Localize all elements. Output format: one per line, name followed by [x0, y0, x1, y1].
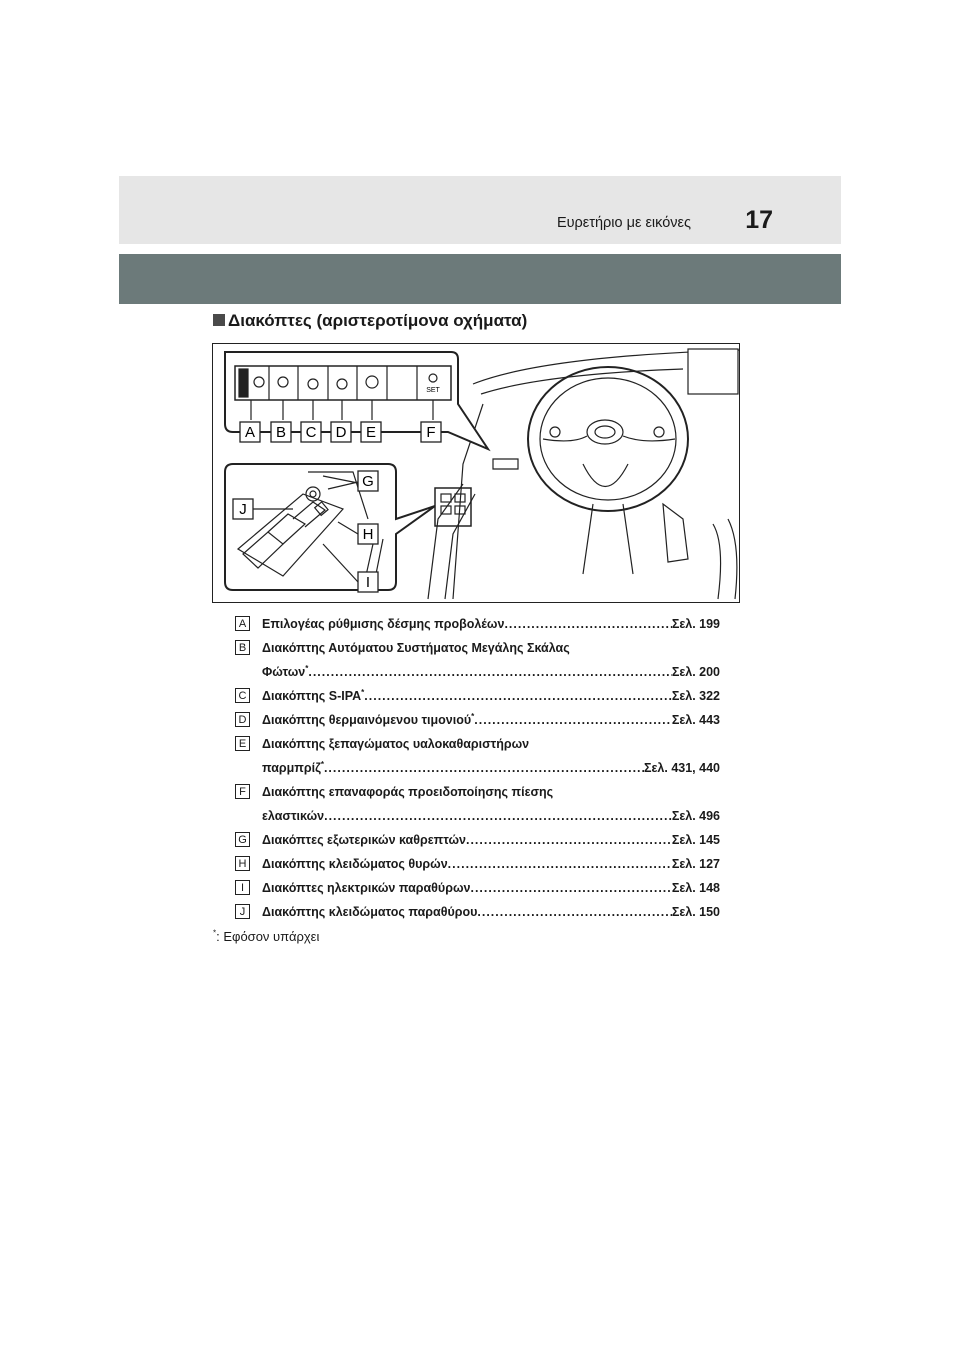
legend-line: [262, 636, 720, 660]
svg-text:D: D: [335, 424, 347, 441]
leader-dots: [308, 660, 671, 684]
legend-line: [262, 828, 720, 852]
callout-e: [361, 422, 381, 442]
legend-line: [262, 780, 720, 804]
legend-text: Φώτων: [262, 665, 306, 679]
legend-letter-badge: G: [235, 832, 250, 847]
svg-text:B: B: [275, 424, 287, 441]
legend-line: [262, 732, 720, 756]
callout-g: [358, 471, 378, 491]
legend-line: [262, 708, 720, 732]
legend-letter-badge: E: [235, 736, 250, 751]
callout-c: [301, 422, 321, 442]
section-title: [213, 311, 527, 331]
svg-text:F: F: [426, 424, 436, 441]
footnote-text: : Εφόσον υπάρχει: [216, 929, 320, 944]
page-reference-link[interactable]: Σελ. 200: [671, 665, 720, 679]
legend-text: Διακόπτες εξωτερικών καθρεπτών: [262, 833, 466, 847]
legend-text: Διακόπτης S-IPA: [262, 689, 362, 703]
legend-text: παρμπρίζ: [262, 761, 321, 775]
page-reference-link[interactable]: Σελ. 496: [671, 809, 720, 823]
asterisk-note: *: [471, 711, 475, 721]
leader-dots: [474, 708, 672, 732]
section-band: [119, 254, 841, 304]
legend-text: Διακόπτης ξεπαγώματος υαλοκαθαριστήρων: [262, 737, 530, 751]
footnote-star: *: [213, 928, 217, 938]
legend-line: [262, 684, 720, 708]
switches-illustration: [212, 343, 740, 603]
page-reference-link[interactable]: Σελ. 322: [671, 689, 720, 703]
asterisk-note: *: [320, 759, 324, 769]
legend-text: Διακόπτης κλειδώματος παραθύρου: [262, 905, 478, 919]
page-reference-link[interactable]: Σελ. 431, 440: [644, 761, 720, 775]
callout-i: [358, 572, 378, 592]
page-reference-link[interactable]: Σελ. 150: [671, 905, 720, 919]
page-reference-link[interactable]: Σελ. 148: [671, 881, 720, 895]
svg-text:H: H: [362, 526, 374, 543]
legend-letter-badge: D: [235, 712, 250, 727]
page-reference-link[interactable]: Σελ. 443: [671, 713, 720, 727]
legend-line: [262, 804, 720, 828]
legend-text: Διακόπτης κλειδώματος θυρών: [262, 857, 448, 871]
page-reference-link[interactable]: Σελ. 127: [671, 857, 720, 871]
header-band: [119, 176, 841, 244]
svg-text:A: A: [244, 424, 256, 441]
callout-f: [421, 422, 441, 442]
legend-item: [235, 828, 720, 852]
callout-d: [331, 422, 351, 442]
legend-text: Διακόπτης θερμαινόμενου τιμονιού: [262, 713, 472, 727]
header-title: Ευρετήριο με εικόνες: [556, 215, 691, 231]
legend-item: [235, 876, 720, 900]
legend-item: [235, 732, 720, 780]
legend-letter-badge: B: [235, 640, 250, 655]
legend-item: [235, 780, 720, 828]
legend-text: Επιλογέας ρύθμισης δέσμης προβολέων: [262, 617, 505, 631]
callout-a: [240, 422, 260, 442]
legend-item: [235, 852, 720, 876]
legend-line: [262, 756, 720, 780]
svg-text:I: I: [365, 574, 371, 591]
callout-h: [358, 524, 378, 544]
bullet-square-icon: [213, 314, 225, 326]
leader-dots: [470, 876, 671, 900]
svg-text:G: G: [362, 473, 374, 490]
leader-dots: [504, 612, 671, 636]
section-title-text: Διακόπτες (αριστεροτίμονα οχήματα): [228, 311, 528, 330]
set-button-text: SET: [426, 387, 440, 394]
leader-dots: [364, 684, 672, 708]
item-list: [235, 612, 720, 924]
leader-dots: [324, 756, 644, 780]
leader-dots: [448, 852, 672, 876]
page-reference-link[interactable]: Σελ. 199: [671, 617, 720, 631]
legend-line: [262, 876, 720, 900]
callout-j: [233, 499, 253, 519]
page-number: 17: [745, 206, 773, 234]
page-reference-link[interactable]: Σελ. 145: [671, 833, 720, 847]
illustration-svg: [213, 344, 740, 603]
legend-letter-badge: I: [235, 880, 250, 895]
legend-item: [235, 900, 720, 924]
legend-letter-badge: F: [235, 784, 250, 799]
legend-text: Διακόπτες ηλεκτρικών παραθύρων: [262, 881, 471, 895]
asterisk-note: *: [361, 687, 365, 697]
legend-line: [262, 900, 720, 924]
callout-b: [271, 422, 291, 442]
legend-text: Διακόπτης επαναφοράς προειδοποίησης πίεσης: [262, 785, 554, 799]
legend-text: Διακόπτης Αυτόματου Συστήματος Μεγάλης Σκάλας: [262, 641, 570, 655]
leader-dots: [477, 900, 671, 924]
legend-line: [262, 852, 720, 876]
legend-letter-badge: H: [235, 856, 250, 871]
leader-dots: [466, 828, 672, 852]
legend-item: [235, 612, 720, 636]
legend-item: [235, 636, 720, 684]
svg-text:J: J: [239, 501, 247, 518]
asterisk-note: *: [305, 663, 309, 673]
legend-letter-badge: A: [235, 616, 250, 631]
footnote: [213, 929, 319, 944]
legend-text: ελαστικών: [262, 809, 325, 823]
legend-letter-badge: J: [235, 904, 250, 919]
legend-line: [262, 660, 720, 684]
svg-text:E: E: [365, 424, 377, 441]
svg-text:C: C: [305, 424, 317, 441]
legend-item: [235, 708, 720, 732]
leader-dots: [324, 804, 672, 828]
legend-line: [262, 612, 720, 636]
legend-item: [235, 684, 720, 708]
legend-letter-badge: C: [235, 688, 250, 703]
